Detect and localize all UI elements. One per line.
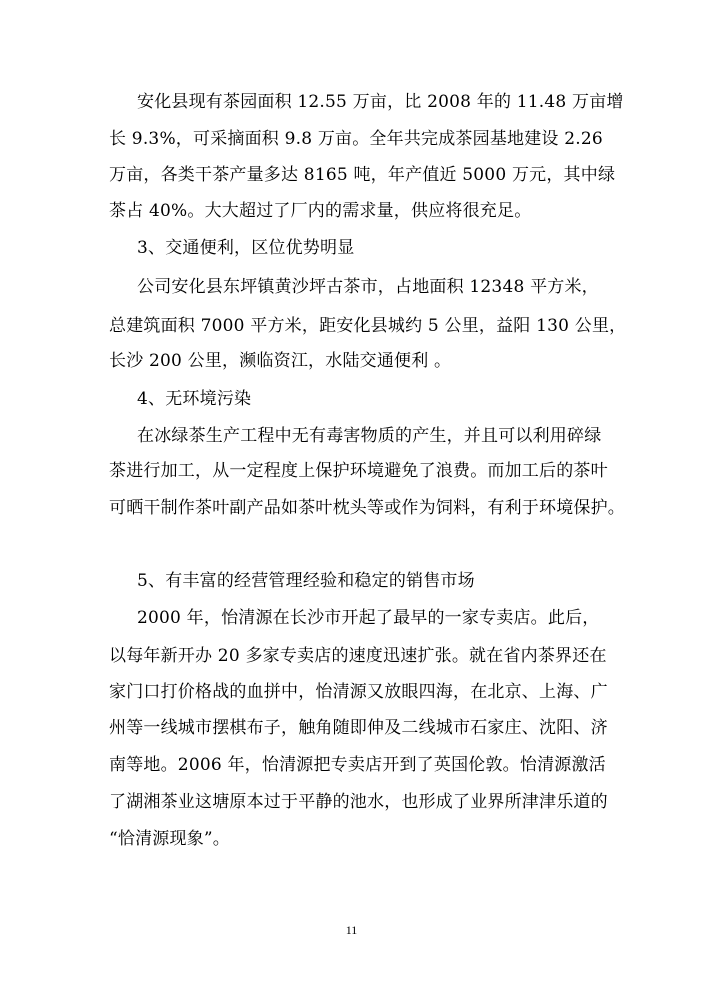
paragraph-line: 万亩，各类干茶产量多达 8165 吨，年产值近 5000 万元，其中绿	[109, 165, 616, 185]
paragraph-line: “恰清源现象”。	[109, 829, 230, 849]
section-heading-4: 4、无环境污染	[137, 389, 252, 409]
paragraph-line: 南等地。2006 年，怡清源把专卖店开到了英国伦敦。怡清源激活	[109, 755, 606, 775]
paragraph-line: 2000 年，怡清源在长沙市开起了最早的一家专卖店。此后，	[137, 608, 600, 628]
page-number: 11	[345, 923, 358, 937]
paragraph-line: 了湖湘茶业这塘原本过于平静的池水，也形成了业界所津津乐道的	[109, 792, 608, 812]
section-heading-3: 3、交通便利，区位优势明显	[137, 238, 355, 258]
section-heading-5: 5、有丰富的经营管理经验和稳定的销售市场	[137, 571, 475, 591]
paragraph-line: 在冰绿茶生产工程中无有毒害物质的产生，并且可以利用碎绿	[137, 426, 602, 446]
paragraph-line: 总建筑面积 7000 平方米，距安化县城约 5 公里，益阳 130 公里，	[109, 316, 627, 336]
paragraph-line: 家门口打价格战的血拼中，怡清源又放眼四海，在北京、上海、广	[109, 682, 608, 702]
paragraph-line: 以每年新开办 20 多家专卖店的速度迅速扩张。就在省内茶界还在	[109, 646, 607, 666]
paragraph-line: 州等一线城市摆棋布子，触角随即伸及二线城市石家庄、沈阳、济	[109, 718, 608, 738]
paragraph-line: 茶进行加工，从一定程度上保护环境避免了浪费。而加工后的茶叶	[109, 461, 608, 481]
paragraph-line: 可晒干制作茶叶副产品如茶叶枕头等或作为饲料，有利于环境保护。	[109, 498, 625, 518]
paragraph-line: 长沙 200 公里，濒临资江，水陆交通便利 。	[109, 351, 452, 371]
paragraph-line: 茶占 40%。大大超过了厂内的需求量，供应将很充足。	[109, 201, 532, 221]
paragraph-line: 公司安化县东坪镇黄沙坪古茶市，占地面积 12348 平方米，	[137, 277, 599, 297]
paragraph-line: 安化县现有茶园面积 12.55 万亩，比 2008 年的 11.48 万亩增	[137, 92, 624, 112]
paragraph-line: 长 9.3%，可采摘面积 9.8 万亩。全年共完成茶园基地建设 2.26	[109, 129, 603, 149]
